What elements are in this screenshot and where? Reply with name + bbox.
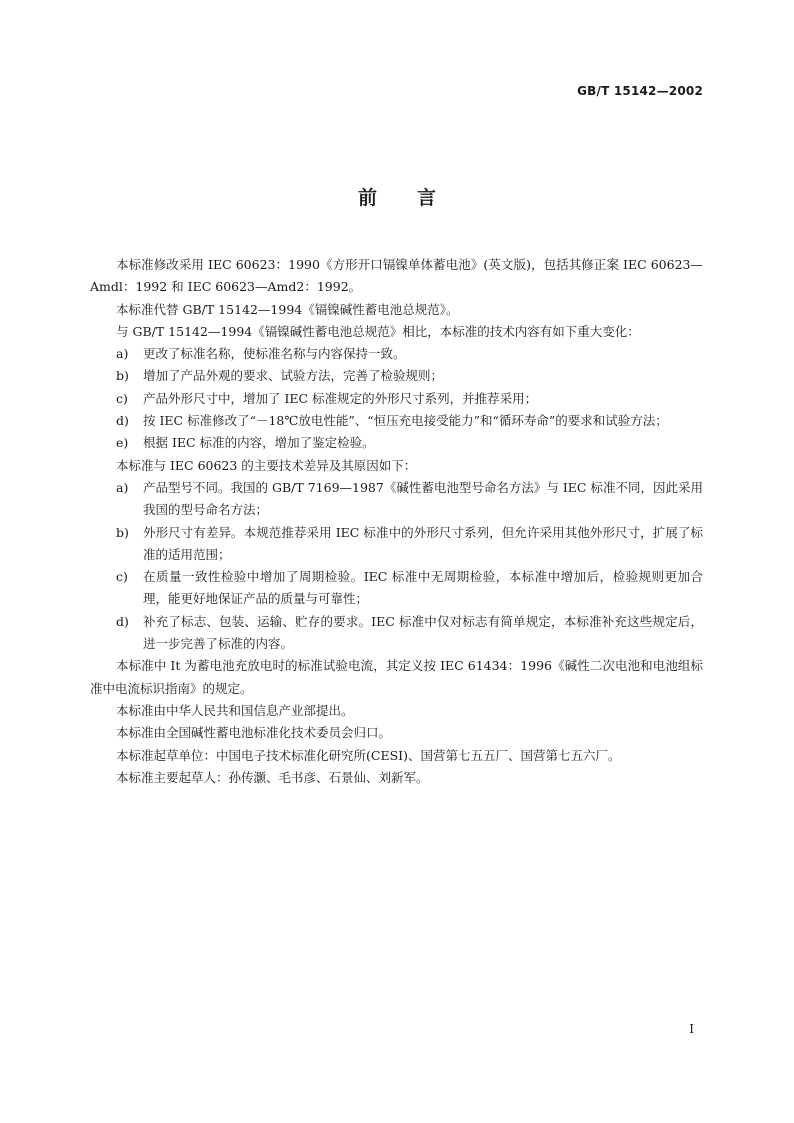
list-item: [90, 410, 703, 432]
paragraph-drafters: 本标准主要起草人：孙传灏、毛书彦、石景仙、刘新军。: [116, 769, 429, 785]
list-item-label: d): [116, 613, 129, 629]
list-item: [90, 388, 703, 410]
list-item: [90, 611, 703, 656]
document-body: [90, 254, 703, 789]
list-item: [90, 365, 703, 387]
paragraph-adoption: 本标准修改采用 IEC 60623：1990《方形开口镉镍单体蓄电池》(英文版)，包括其修正案 IEC 60623—Amdl：1992 和 IEC 60623—Amd2：1992。: [90, 257, 703, 295]
list-item: [90, 432, 703, 454]
list-item-label: d): [116, 413, 129, 429]
list-item-label: e): [116, 435, 129, 451]
paragraph-test-current: 本标准中 It 为蓄电池充放电时的标准试验电流，其定义按 IEC 61434：1996《碱性二次电池和电池组标准中电流标识指南》的规定。: [90, 658, 703, 696]
list-item-text: 产品外形尺寸中，增加了 IEC 标准规定的外形尺寸系列，并推荐采用；: [143, 390, 538, 406]
standard-code: GB/T 15142—2002: [577, 84, 703, 98]
list-item-label: a): [116, 479, 129, 495]
list-item-label: b): [116, 368, 129, 384]
paragraph-replaces: 本标准代替 GB/T 15142—1994《镉镍碱性蓄电池总规范》。: [116, 301, 459, 317]
list-item-text: 外形尺寸有差异。本规范推荐采用 IEC 标准中的外形尺寸系列，但允许采用其他外形尺寸，扩展了标准的适用范围；: [143, 524, 703, 562]
page-title: 前言: [357, 187, 476, 209]
list-item-label: c): [116, 569, 128, 585]
paragraph-proposer: 本标准由中华人民共和国信息产业部提出。: [116, 702, 354, 718]
list-item-text: 产品型号不同。我国的 GB/T 7169—1987《碱性蓄电池型号命名方法》与 IEC 标准不同，因此采用我国的型号命名方法；: [143, 479, 703, 518]
list-item: [90, 477, 703, 522]
paragraph-differences-intro: 本标准与 IEC 60623 的主要技术差异及其原因如下：: [116, 457, 417, 473]
list-item: [90, 522, 703, 567]
paragraph-changes-intro: 与 GB/T 15142—1994《镉镍碱性蓄电池总规范》相比，本标准的技术内容有如下重大变化：: [116, 323, 640, 339]
paragraph-committee: 本标准由全国碱性蓄电池标准化技术委员会归口。: [116, 725, 392, 741]
list-item-label: b): [116, 524, 129, 540]
list-item-text: 更改了标准名称，使标准名称与内容保持一致。: [143, 346, 406, 362]
list-item-text: 补充了标志、包装、运输、贮存的要求。IEC 标准中仅对标志有简单规定，本标准补充这些规定后，进一步完善了标准的内容。: [143, 613, 703, 652]
list-item-label: a): [116, 346, 129, 362]
list-item: [90, 566, 703, 611]
list-item-text: 增加了产品外观的要求、试验方法，完善了检验规则；: [143, 368, 444, 384]
paragraph-drafting-units: 本标准起草单位：中国电子技术标准化研究所(CESI)、国营第七五五厂、国营第七五六厂。: [116, 747, 621, 763]
list-item-label: c): [116, 390, 128, 406]
list-item-text: 在质量一致性检验中增加了周期检验。IEC 标准中无周期检验，本标准中增加后，检验规则更加合理，能更好地保证产品的质量与可靠性；: [143, 569, 703, 607]
page-number: I: [689, 1022, 694, 1036]
list-item-text: 按 IEC 标准修改了“－18℃放电性能”、“恒压充电接受能力”和“循环寿命”的要求和试验方法；: [143, 413, 668, 429]
list-item: [90, 343, 703, 365]
list-item-text: 根据 IEC 标准的内容，增加了鉴定检验。: [143, 435, 375, 451]
